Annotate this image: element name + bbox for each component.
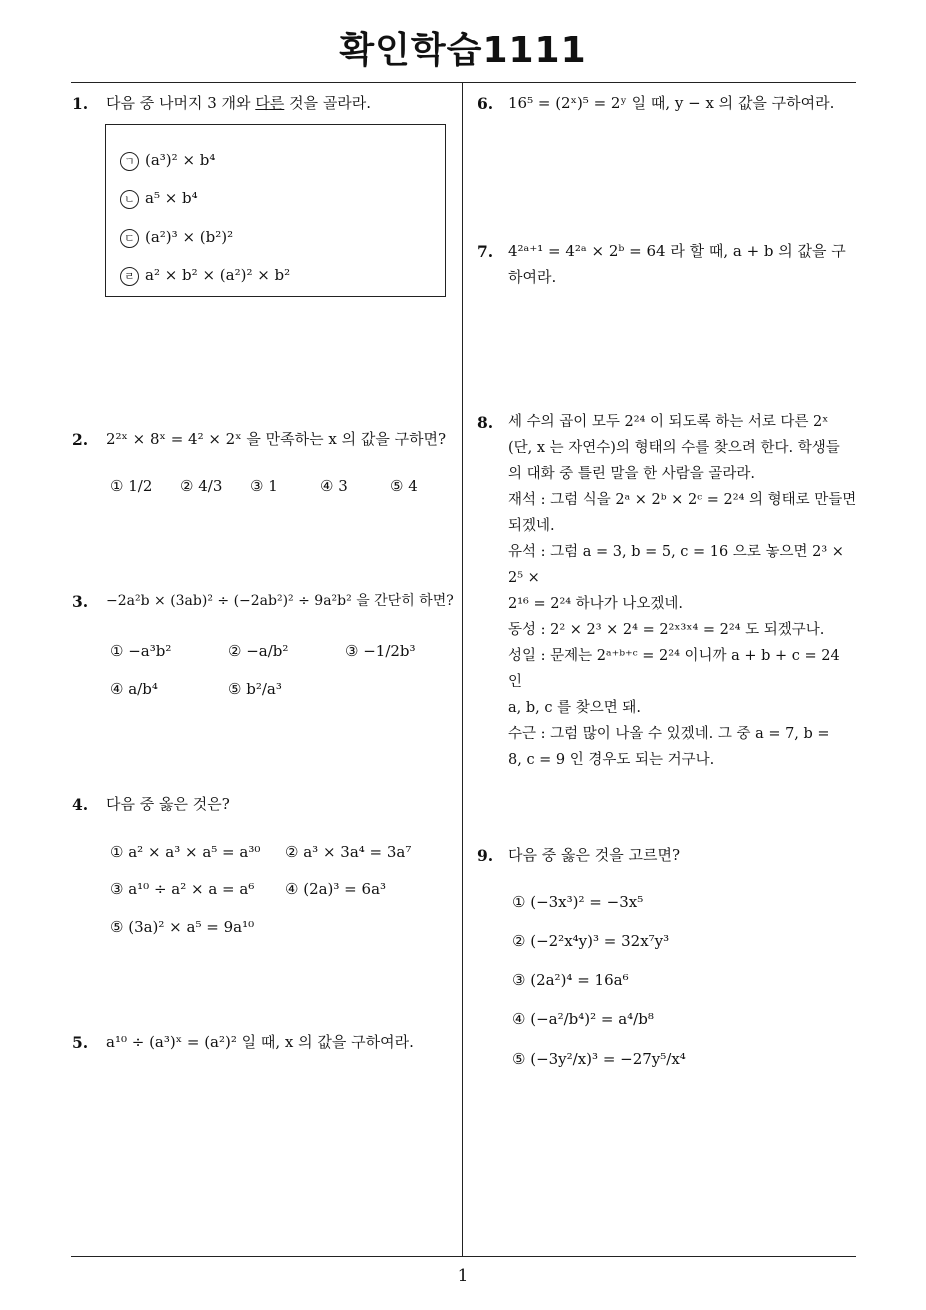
problem-number: 1. — [72, 94, 89, 113]
choice-5: ⑤ (3a)² × a⁵ = 9a¹⁰ — [110, 918, 255, 936]
problem-number: 9. — [477, 846, 494, 865]
choice-text: a⁵ × b⁴ — [145, 189, 198, 207]
choice-1: ① a² × a³ × a⁵ = a³⁰ — [110, 843, 261, 861]
problem-number: 8. — [477, 413, 494, 432]
problem-number: 5. — [72, 1033, 89, 1052]
problem-number: 7. — [477, 242, 494, 261]
choice-1 — [120, 151, 215, 171]
problem-question: 16⁵ = (2ˣ)⁵ = 2ʸ 일 때, y − x 의 값을 구하여라. — [508, 94, 835, 112]
problem-line: 2¹⁶ = 2²⁴ 하나가 나오겠네. — [508, 596, 683, 612]
choice-3: ③ (2a²)⁴ = 16a⁶ — [512, 971, 629, 989]
problem-question: a¹⁰ ÷ (a³)ˣ = (a²)² 일 때, x 의 값을 구하여라. — [106, 1033, 414, 1051]
problem-number: 2. — [72, 430, 89, 449]
problem-line: 유석 : 그럼 a = 3, b = 5, c = 16 으로 놓으면 2³ × 2⁵ × — [508, 544, 844, 586]
problem-number: 4. — [72, 795, 89, 814]
problem-question: 다음 중 옳은 것은? — [106, 795, 230, 813]
footer-rule — [71, 1256, 856, 1257]
choice-2: ② −a/b² — [228, 642, 289, 660]
choice-mark: ㄷ — [120, 229, 139, 248]
underlined-word: 다른 — [255, 94, 285, 112]
choice-5: ⑤ b²/a³ — [228, 680, 282, 698]
choice-1: ① (−3x³)² = −3x⁵ — [512, 893, 644, 911]
problem-question: 다음 중 나머지 3 개와 다른 것을 골라라. — [106, 94, 372, 112]
page-title: 확인학습1111 — [339, 30, 587, 71]
choice-4: ④ 3 — [320, 477, 348, 495]
problem-line: 세 수의 곱이 모두 2²⁴ 이 되도록 하는 서로 다른 2ˣ — [508, 414, 829, 430]
choice-3: ③ a¹⁰ ÷ a² × a = a⁶ — [110, 880, 255, 898]
problem-question: 4²ᵃ⁺¹ = 4²ᵃ × 2ᵇ = 64 라 할 때, a + b 의 값을 구하여라. — [508, 242, 846, 286]
problem-line: 의 대화 중 틀린 말을 한 사람을 골라라. — [508, 466, 755, 482]
choice-2: ② a³ × 3a⁴ = 3a⁷ — [285, 843, 412, 861]
choice-4: ④ (−a²/b⁴)² = a⁴/b⁸ — [512, 1010, 654, 1028]
choice-box — [105, 124, 446, 297]
problem-body — [508, 409, 858, 773]
problem-question: 다음 중 옳은 것을 고르면? — [508, 846, 681, 864]
choice-5: ⑤ (−3y²/x)³ = −27y⁵/x⁴ — [512, 1050, 686, 1068]
choice-1: ① 1/2 — [110, 477, 153, 495]
choice-1: ① −a³b² — [110, 642, 172, 660]
choice-3: ③ −1/2b³ — [345, 642, 416, 660]
column-divider — [462, 83, 463, 1256]
problem-line: 8, c = 9 인 경우도 되는 거구나. — [508, 752, 715, 768]
page-number: 1 — [457, 1266, 469, 1286]
choice-2 — [120, 189, 198, 209]
choice-text: (a³)² × b⁴ — [145, 151, 216, 169]
choice-2: ② 4/3 — [180, 477, 223, 495]
choice-text: a² × b² × (a²)² × b² — [145, 266, 291, 284]
problem-line: 재석 : 그럼 식을 2ᵃ × 2ᵇ × 2ᶜ = 2²⁴ 의 형태로 만들면 — [508, 492, 857, 508]
choice-2: ② (−2²x⁴y)³ = 32x⁷y³ — [512, 932, 670, 950]
choice-3: ③ 1 — [250, 477, 278, 495]
header-rule — [71, 82, 856, 83]
problem-number: 6. — [477, 94, 494, 113]
problem-question: −2a²b × (3ab)² ÷ (−2ab²)² ÷ 9a²b² 을 간단히 하면? — [106, 593, 454, 609]
choice-5: ⑤ 4 — [390, 477, 418, 495]
choice-4: ④ a/b⁴ — [110, 680, 158, 698]
choice-text: (a²)³ × (b²)² — [145, 228, 234, 246]
choice-4: ④ (2a)³ = 6a³ — [285, 880, 387, 898]
problem-line: a, b, c 를 찾으면 돼. — [508, 700, 641, 716]
problem-number: 3. — [72, 592, 89, 611]
choice-3 — [120, 228, 233, 248]
choice-4 — [120, 266, 290, 286]
choice-mark: ㄴ — [120, 190, 139, 209]
problem-line: 되겠네. — [508, 518, 555, 534]
problem-line: (단, x 는 자연수)의 형태의 수를 찾으려 한다. 학생들 — [508, 440, 840, 456]
choice-mark: ㄱ — [120, 152, 139, 171]
problem-line: 수근 : 그럼 많이 나올 수 있겠네. 그 중 a = 7, b = — [508, 726, 830, 742]
choice-mark: ㄹ — [120, 267, 139, 286]
problem-question: 2²ˣ × 8ˣ = 4² × 2ˣ 을 만족하는 x 의 값을 구하면? — [106, 430, 447, 448]
problem-line: 동성 : 2² × 2³ × 2⁴ = 2²ˣ³ˣ⁴ = 2²⁴ 도 되겠구나. — [508, 622, 825, 638]
problem-line: 성일 : 문제는 2ᵃ⁺ᵇ⁺ᶜ = 2²⁴ 이니까 a + b + c = 24 인 — [508, 648, 840, 690]
